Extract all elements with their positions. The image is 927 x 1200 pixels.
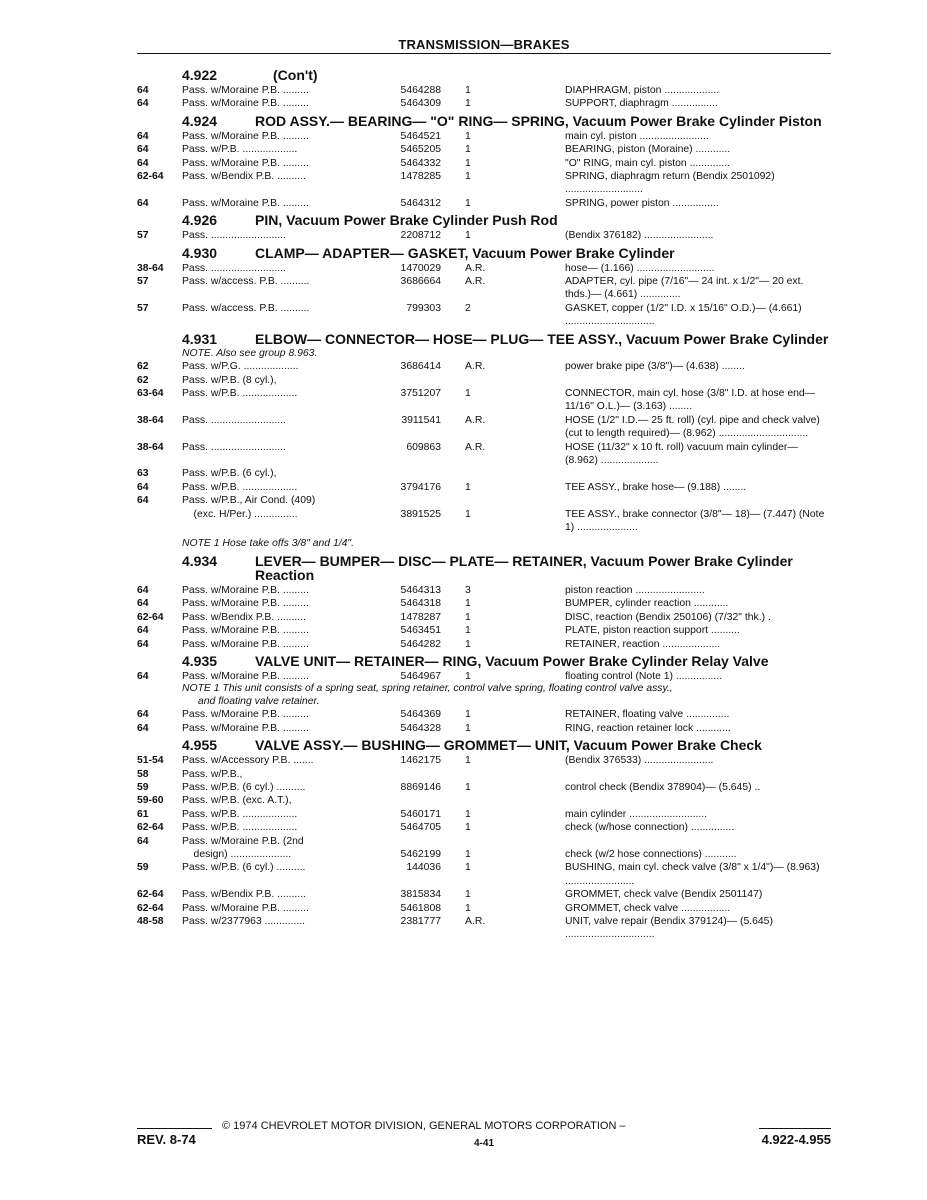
- application: Pass. w/Bendix P.B. ..........: [182, 171, 306, 183]
- group-title: ELBOW— CONNECTOR— HOSE— PLUG— TEE ASSY., Vacuum Power Brake Cylinder: [255, 330, 829, 347]
- quantity: A.R.: [465, 262, 486, 274]
- quantity: 1: [465, 230, 471, 242]
- group-title: VALVE ASSY.— BUSHING— GROMMET— UNIT, Vacuum Power Brake Check: [255, 737, 762, 754]
- application: Pass. ..........................: [182, 414, 286, 426]
- group-number: 4.955: [182, 737, 218, 754]
- table-row: [137, 861, 831, 888]
- application: Pass. ..........................: [182, 230, 286, 242]
- quantity: 1: [465, 171, 471, 183]
- quantity: 1: [465, 709, 471, 721]
- description: PLATE, piston reaction support ..........: [565, 625, 740, 637]
- description: GROMMET, check valve .................: [565, 902, 731, 914]
- year: 64: [137, 98, 149, 110]
- group-number: 4.926: [182, 212, 218, 229]
- description: BUMPER, cylinder reaction ............: [565, 598, 729, 610]
- application: Pass. w/P.B.,: [182, 768, 243, 780]
- year: 64: [137, 670, 149, 682]
- application: Pass. ..........................: [182, 441, 286, 453]
- application: Pass. w/Moraine P.B. .........: [182, 709, 309, 721]
- table-row: [137, 835, 831, 848]
- description: CONNECTOR, main cyl. hose (3/8" I.D. at hose end— 11/16" O.L.)— (3.163) ........: [565, 387, 816, 413]
- catalog-content: [137, 65, 831, 942]
- copyright-notice: © 1974 CHEVROLET MOTOR DIVISION, GENERAL MOTORS CORPORATION –: [222, 1120, 626, 1132]
- quantity: 1: [465, 625, 471, 637]
- page-number: 4-41: [474, 1138, 495, 1149]
- revision-date: REV. 8-74: [137, 1132, 196, 1147]
- application: Pass. w/Moraine P.B. .........: [182, 625, 309, 637]
- quantity: 1: [465, 387, 471, 399]
- application: Pass. w/P.B. (8 cyl.),: [182, 374, 277, 386]
- quantity: 1: [465, 85, 471, 96]
- application: (exc. H/Per.) ...............: [182, 508, 298, 520]
- application: Pass. w/P.B. ...................: [182, 808, 298, 820]
- table-row: [137, 275, 831, 302]
- description: "O" RING, main cyl. piston ..............: [565, 157, 731, 169]
- group-heading: [137, 332, 831, 346]
- year: 62-64: [137, 889, 164, 901]
- description: SUPPORT, diaphragm ................: [565, 98, 718, 110]
- quantity: 1: [465, 598, 471, 610]
- description: piston reaction ........................: [565, 584, 705, 596]
- year: 64: [137, 625, 149, 637]
- table-row: [137, 915, 831, 942]
- description: UNIT, valve repair (Bendix 379124)— (5.645) ...............................: [565, 916, 773, 941]
- year: 62: [137, 361, 149, 373]
- application: Pass. w/Moraine P.B. .........: [182, 130, 309, 142]
- group-title: ROD ASSY.— BEARING— "O" RING— SPRING, Vacuum Power Brake Cylinder Piston: [255, 112, 822, 129]
- quantity: 3: [465, 584, 471, 596]
- application: Pass. w/Moraine P.B. .........: [182, 670, 309, 682]
- year: 63: [137, 468, 149, 480]
- table-row: [137, 781, 831, 794]
- application: Pass. w/P.B. (6 cyl.) ..........: [182, 862, 306, 874]
- description: TEE ASSY., brake connector (3/8"— 18)— (7.447) (Note 1) .....................: [565, 508, 825, 534]
- quantity: 1: [465, 638, 471, 650]
- year: 64: [137, 157, 149, 169]
- application: Pass. w/Moraine P.B. .........: [182, 197, 309, 209]
- part-number: 609863: [406, 441, 441, 453]
- application: Pass. ..........................: [182, 262, 286, 274]
- application: Pass. w/access. P.B. ..........: [182, 276, 310, 288]
- year: 64: [137, 130, 149, 142]
- group-heading: [137, 738, 831, 752]
- part-number: 5464521: [400, 130, 441, 142]
- description: (Bendix 376182) ........................: [565, 230, 714, 242]
- description: TEE ASSY., brake hose— (9.188) ........: [565, 481, 747, 493]
- description: control check (Bendix 378904)— (5.645) ..: [565, 781, 761, 793]
- year: 48-58: [137, 916, 164, 927]
- part-number: 5464318: [400, 598, 441, 610]
- application: Pass. w/Moraine P.B. .........: [182, 722, 309, 734]
- group-number: 4.934: [182, 552, 218, 569]
- quantity: 1: [465, 862, 471, 874]
- application: design) .....................: [182, 848, 292, 860]
- table-row: [137, 821, 831, 834]
- description: power brake pipe (3/8")— (4.638) ........: [565, 361, 745, 373]
- description: ADAPTER, cyl. pipe (7/16"— 24 int. x 1/2"— 20 ext. thds.)— (4.661) ..............: [565, 276, 804, 301]
- group-heading: [137, 114, 831, 128]
- part-number: 5464332: [400, 157, 441, 169]
- quantity: 1: [465, 144, 471, 156]
- year: 51-54: [137, 755, 164, 767]
- group-number: 4.931: [182, 330, 218, 347]
- quantity: 1: [465, 611, 471, 623]
- description: main cylinder ...........................: [565, 808, 708, 820]
- table-row: [137, 808, 831, 821]
- part-number: 5464309: [400, 98, 441, 110]
- part-number: 5464288: [400, 85, 441, 96]
- year: 57: [137, 276, 149, 288]
- application: Pass. w/Moraine P.B. .........: [182, 157, 309, 169]
- description: RETAINER, reaction ....................: [565, 638, 721, 650]
- group-note-continued: and floating valve retainer.: [198, 695, 320, 707]
- description: check (w/hose connection) ...............: [565, 822, 735, 834]
- table-row: [137, 508, 831, 535]
- application: Pass. w/Moraine P.B. (2nd: [182, 835, 304, 847]
- group-number: 4.935: [182, 652, 218, 669]
- table-row: [137, 130, 831, 143]
- year: 62-64: [137, 171, 164, 183]
- year: 64: [137, 197, 149, 209]
- year: 57: [137, 302, 149, 314]
- application: Pass. w/Accessory P.B. .......: [182, 755, 314, 767]
- table-row: [137, 374, 831, 387]
- part-number: 3891525: [400, 508, 441, 520]
- part-number: 2208712: [400, 230, 441, 242]
- part-number: 5460171: [400, 808, 441, 820]
- application: Pass. w/Bendix P.B. ..........: [182, 889, 306, 901]
- year: 59: [137, 781, 149, 793]
- table-row: [137, 848, 831, 861]
- part-number: 5463451: [400, 625, 441, 637]
- year: 59: [137, 862, 149, 874]
- table-row: [137, 494, 831, 507]
- table-row: [137, 481, 831, 494]
- year: 64: [137, 709, 149, 721]
- year: 64: [137, 638, 149, 650]
- application: Pass. w/P.B. (6 cyl.) ..........: [182, 781, 306, 793]
- quantity: 1: [465, 98, 471, 110]
- application: Pass. w/access. P.B. ..........: [182, 302, 310, 314]
- group-title: CLAMP— ADAPTER— GASKET, Vacuum Power Brake Cylinder: [255, 244, 675, 261]
- group-title: PIN, Vacuum Power Brake Cylinder Push Rod: [255, 212, 558, 229]
- table-row: [137, 768, 831, 781]
- table-row: [137, 170, 831, 197]
- group-title: LEVER— BUMPER— DISC— PLATE— RETAINER, Vacuum Power Brake Cylinder Reaction: [255, 552, 793, 583]
- table-row: [137, 584, 831, 597]
- part-number: 144036: [406, 862, 441, 874]
- quantity: A.R.: [465, 441, 486, 453]
- part-number: 3911541: [401, 414, 441, 426]
- part-number: 5465205: [400, 144, 441, 156]
- table-row: [137, 97, 831, 110]
- group-heading: [137, 68, 831, 82]
- quantity: 1: [465, 755, 471, 767]
- description: BEARING, piston (Moraine) ............: [565, 144, 731, 156]
- table-row: [137, 754, 831, 767]
- application: Pass. w/P.B. (6 cyl.),: [182, 468, 277, 480]
- application: Pass. w/Moraine P.B. .........: [182, 85, 309, 96]
- application: Pass. w/P.G. ...................: [182, 361, 299, 373]
- description: (Bendix 376533) ........................: [565, 755, 714, 767]
- quantity: A.R.: [465, 916, 486, 927]
- year: 62-64: [137, 822, 164, 834]
- quantity: 1: [465, 481, 471, 493]
- group-number: 4.924: [182, 112, 218, 129]
- application: Pass. w/Moraine P.B. .........: [182, 638, 309, 650]
- application: Pass. w/P.B. ...................: [182, 387, 298, 399]
- table-row: [137, 794, 831, 807]
- group-number: 4.922: [182, 67, 218, 83]
- application: Pass. w/Moraine P.B. .........: [182, 584, 309, 596]
- part-number: 8869146: [400, 781, 441, 793]
- quantity: 1: [465, 781, 471, 793]
- group-title: VALVE UNIT— RETAINER— RING, Vacuum Power Brake Cylinder Relay Valve: [255, 652, 769, 669]
- table-row: [137, 638, 831, 651]
- description: main cyl. piston ........................: [565, 130, 709, 142]
- year: 62: [137, 374, 149, 386]
- table-row: [137, 441, 831, 468]
- group-heading: [137, 213, 831, 227]
- application: Pass. w/P.B. ...................: [182, 481, 298, 493]
- group-range: 4.922-4.955: [761, 1132, 831, 1147]
- group-note: NOTE 1 Hose take offs 3/8" and 1/4".: [182, 538, 354, 550]
- description: floating control (Note 1) ................: [565, 670, 723, 682]
- quantity: 1: [465, 889, 471, 901]
- table-row: [137, 143, 831, 156]
- description: HOSE (1/2" I.D.— 25 ft. roll) (cyl. pipe and check valve) (cut to length required)— (8.962) ...............................: [565, 414, 820, 440]
- year: 63-64: [137, 387, 164, 399]
- quantity: A.R.: [465, 361, 486, 373]
- part-number: 3794176: [400, 481, 441, 493]
- table-row: [137, 670, 831, 683]
- quantity: 2: [465, 302, 471, 314]
- year: 64: [137, 598, 149, 610]
- group-number: 4.930: [182, 244, 218, 261]
- year: 61: [137, 808, 149, 820]
- part-number: 3751207: [400, 387, 441, 399]
- quantity: 1: [465, 902, 471, 914]
- application: Pass. w/P.B., Air Cond. (409): [182, 495, 316, 507]
- part-number: 5464312: [400, 197, 441, 209]
- application: Pass. w/Bendix P.B. ..........: [182, 611, 306, 623]
- year: 38-64: [137, 441, 164, 453]
- description: DIAPHRAGM, piston ...................: [565, 85, 720, 96]
- description: RING, reaction retainer lock ............: [565, 722, 731, 734]
- year: 64: [137, 722, 149, 734]
- part-number: 1478287: [400, 611, 441, 623]
- part-number: 3815834: [400, 889, 441, 901]
- quantity: 1: [465, 157, 471, 169]
- quantity: A.R.: [465, 276, 486, 288]
- year: 38-64: [137, 414, 164, 426]
- table-row: [137, 611, 831, 624]
- table-row: [137, 902, 831, 915]
- table-row: [137, 302, 831, 329]
- part-number: 3686664: [400, 276, 441, 288]
- year: 64: [137, 835, 149, 847]
- quantity: 1: [465, 197, 471, 209]
- description: GASKET, copper (1/2" I.D. x 15/16" O.D.)— (4.661) ...............................: [565, 302, 802, 328]
- application: Pass. w/Moraine P.B. .........: [182, 598, 309, 610]
- part-number: 5464967: [400, 670, 441, 682]
- table-row: [137, 888, 831, 901]
- part-number: 1462175: [400, 755, 441, 767]
- application: Pass. w/P.B. ...................: [182, 144, 298, 156]
- quantity: 1: [465, 670, 471, 682]
- year: 59-60: [137, 795, 164, 807]
- quantity: A.R.: [465, 414, 486, 426]
- footer-rule-left: [137, 1128, 212, 1129]
- year: 64: [137, 584, 149, 596]
- year: 38-64: [137, 262, 164, 274]
- group-heading: [137, 246, 831, 260]
- application: Pass. w/Moraine P.B. .........: [182, 98, 309, 110]
- year: 64: [137, 495, 149, 507]
- year: 57: [137, 230, 149, 242]
- table-row: [137, 467, 831, 480]
- part-number: 5464705: [400, 822, 441, 834]
- table-row: [137, 262, 831, 275]
- table-row: [137, 84, 831, 97]
- table-row: [137, 722, 831, 735]
- application: Pass. w/P.B. (exc. A.T.),: [182, 795, 292, 807]
- description: BUSHING, main cyl. check valve (3/8" x 1/4")— (8.963) ........................: [565, 862, 820, 887]
- application: Pass. w/P.B. ...................: [182, 822, 298, 834]
- table-row: [137, 387, 831, 414]
- application: Pass. w/2377963 ..............: [182, 916, 306, 927]
- year: 64: [137, 481, 149, 493]
- description: check (w/2 hose connections) ...........: [565, 848, 737, 860]
- table-row: [137, 360, 831, 373]
- part-number: 5461808: [400, 902, 441, 914]
- table-row: [137, 157, 831, 170]
- year: 62-64: [137, 611, 164, 623]
- application: Pass. w/Moraine P.B. .........: [182, 902, 309, 914]
- part-number: 3686414: [400, 361, 441, 373]
- part-number: 5464282: [400, 638, 441, 650]
- part-number: 5464369: [400, 709, 441, 721]
- quantity: 1: [465, 722, 471, 734]
- quantity: 1: [465, 508, 471, 520]
- year: 64: [137, 144, 149, 156]
- description: SPRING, diaphragm return (Bendix 2501092) ...........................: [565, 171, 775, 196]
- group-heading: [137, 654, 831, 668]
- description: SPRING, power piston ................: [565, 197, 719, 209]
- description: HOSE (11/32" x 10 ft. roll) vacuum main cylinder— (8.962) ....................: [565, 441, 798, 467]
- part-number: 799303: [406, 302, 441, 314]
- group-note: NOTE 1 This unit consists of a spring seat, spring retainer, control valve spring, floating control valve assy.,: [182, 683, 673, 695]
- quantity: 1: [465, 848, 471, 860]
- table-row: [137, 197, 831, 210]
- group-title: (Con't): [273, 67, 318, 83]
- year: 58: [137, 768, 149, 780]
- footer-rule-right: [759, 1128, 831, 1129]
- year: 64: [137, 85, 149, 96]
- table-row: [137, 708, 831, 721]
- group-heading: [137, 554, 831, 582]
- description: DISC, reaction (Bendix 250106) (7/32" thk.) .: [565, 611, 771, 623]
- year: 62-64: [137, 902, 164, 914]
- table-row: [137, 597, 831, 610]
- part-number: 5464313: [400, 584, 441, 596]
- quantity: 1: [465, 822, 471, 834]
- quantity: 1: [465, 130, 471, 142]
- description: hose— (1.166) ...........................: [565, 262, 715, 274]
- part-number: 5462199: [400, 848, 441, 860]
- group-note: NOTE. Also see group 8.963.: [182, 347, 318, 359]
- description: RETAINER, floating valve ...............: [565, 709, 730, 721]
- part-number: 5464328: [400, 722, 441, 734]
- part-number: 1470029: [400, 262, 441, 274]
- quantity: 1: [465, 808, 471, 820]
- part-number: 2381777: [400, 916, 441, 927]
- table-row: [137, 414, 831, 441]
- part-number: 1478285: [400, 171, 441, 183]
- description: GROMMET, check valve (Bendix 2501147): [565, 889, 763, 901]
- table-row: [137, 229, 831, 242]
- table-row: [137, 624, 831, 637]
- page-header: TRANSMISSION—BRAKES: [137, 37, 831, 54]
